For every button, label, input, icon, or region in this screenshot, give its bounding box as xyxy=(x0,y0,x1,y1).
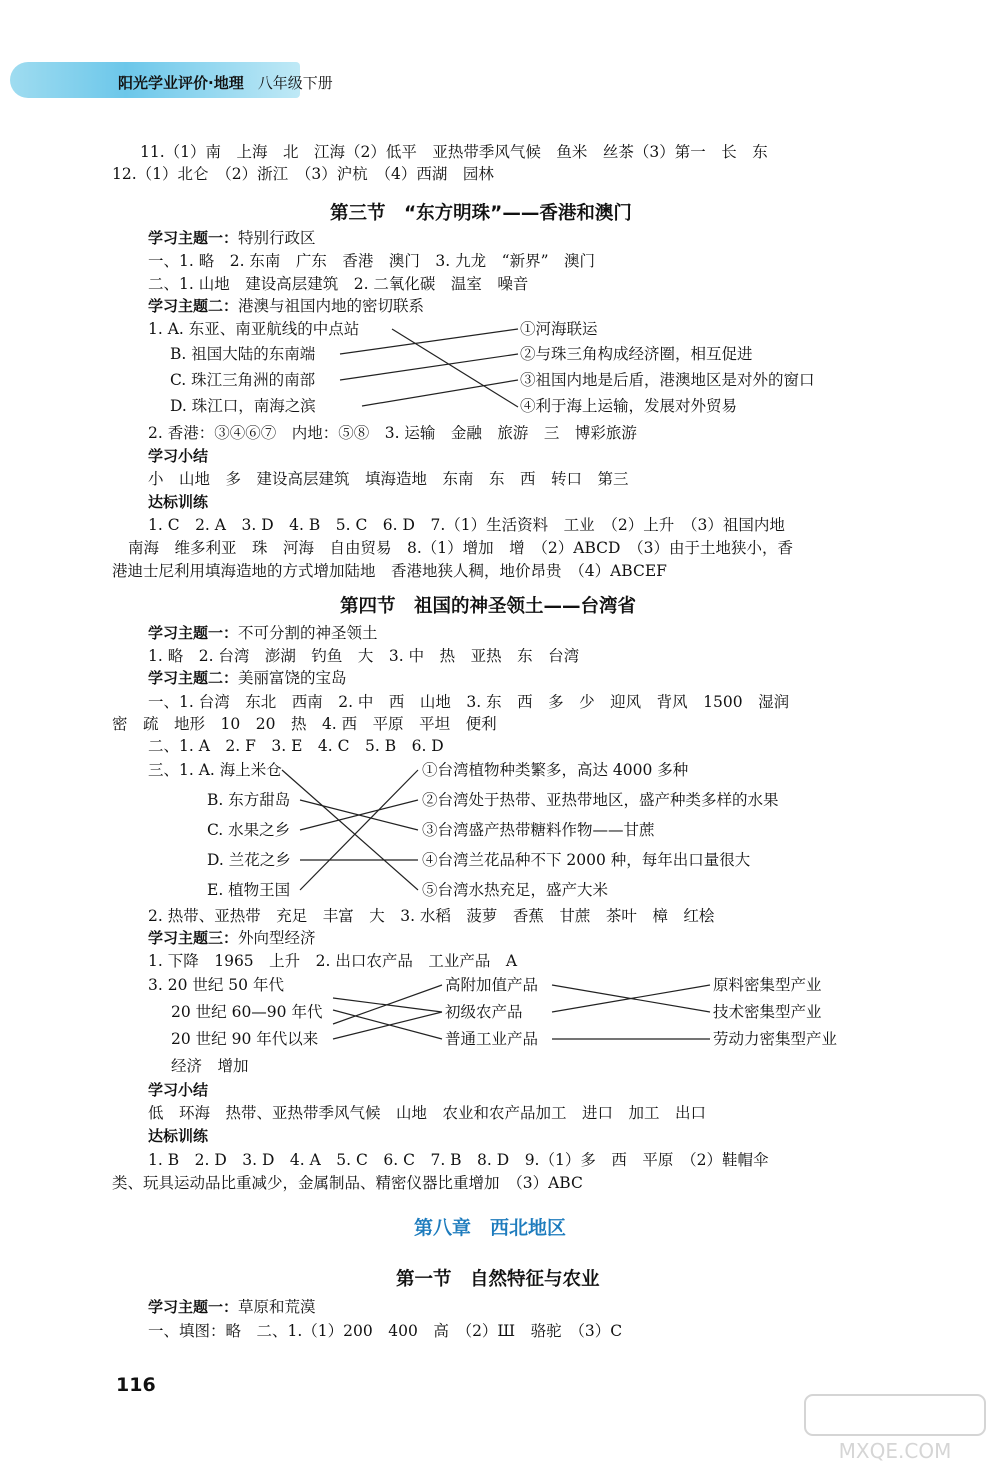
match-line-60-90s xyxy=(333,1010,442,1039)
page-number: 116 xyxy=(116,1374,156,1396)
match-right-item: ③祖国内地是后盾，港澳地区是对外的窗口 xyxy=(520,371,815,389)
topic-label: 学习主题二： xyxy=(148,669,239,687)
match-left-item: 三、1. A. 海上米仓 xyxy=(148,761,282,779)
topic-text: 美丽富饶的宝岛 xyxy=(238,669,347,687)
match-line-b-1 xyxy=(340,329,518,354)
match-right-item: ③台湾盛产热带糖料作物——甘蔗 xyxy=(422,821,655,839)
match-right-item: ②台湾处于热带、亚热带地区，盛产种类多样的水果 xyxy=(422,791,779,809)
training-heading: 达标训练 xyxy=(148,493,209,511)
answer-line: 密 疏 地形 10 20 热 4. 西 平原 平坦 便利 xyxy=(112,715,497,733)
match-line-c-2 xyxy=(340,354,518,380)
match-line-a-5 xyxy=(282,770,418,890)
match-col1-item: 20 世纪 60—90 年代 xyxy=(171,1003,323,1021)
section-3-title: 第三节 “东方明珠”——香港和澳门 xyxy=(330,203,632,224)
section-1-title: 第一节 自然特征与农业 xyxy=(396,1269,600,1290)
answer-line: 二、1. 山地 建设高层建筑 2. 二氧化碳 温室 噪音 xyxy=(148,275,529,293)
answer-line: 南海 维多利亚 珠 河海 自由贸易 8.（1）增加 增 （2）ABCD （3）由于土地狭小，香 xyxy=(128,539,794,557)
answer-line: 经济 增加 xyxy=(171,1057,249,1075)
topic-text: 草原和荒漠 xyxy=(238,1298,316,1316)
match-left-item: 1. A. 东亚、南亚航线的中点站 xyxy=(148,320,360,338)
match-col3-item: 原料密集型产业 xyxy=(713,976,822,994)
watermark-text: MXQE.COM xyxy=(838,1439,952,1463)
answer-line: 1. 下降 1965 上升 2. 出口农产品 工业产品 A xyxy=(148,952,518,970)
answer-line: 1. 略 2. 台湾 澎湖 钓鱼 大 3. 中 热 亚热 东 台湾 xyxy=(148,647,580,665)
match-line-c-2 xyxy=(300,800,418,830)
match-right-item: ①河海联运 xyxy=(520,320,598,338)
summary-text: 低 环海 热带、亚热带季风气候 山地 农业和农产品加工 进口 加工 出口 xyxy=(148,1104,707,1122)
match-right-item: ④利于海上运输，发展对外贸易 xyxy=(520,397,738,415)
answer-line: 一、填图：略 二、1.（1）200 400 高 （2）Ш 骆驼 （3）C xyxy=(148,1322,623,1340)
match-line-50s-primary xyxy=(333,998,442,1012)
answer-line: 一、1. 台湾 东北 西南 2. 中 西 山地 3. 东 西 多 少 迎风 背风 1500 湿润 xyxy=(148,693,790,711)
match-col3-item: 劳动力密集型产业 xyxy=(713,1030,838,1048)
summary-text: 小 山地 多 建设高层建筑 填海造地 东南 东 西 转口 第三 xyxy=(148,470,629,488)
match-line-b-3 xyxy=(300,800,418,830)
answer-line: 2. 香港：③④⑥⑦ 内地：⑤⑧ 3. 运输 金融 旅游 三 博彩旅游 xyxy=(148,424,637,442)
match-col1-item: 3. 20 世纪 50 年代 xyxy=(148,976,284,994)
summary-heading: 学习小结 xyxy=(148,1081,209,1099)
match-left-item: C. 珠江三角洲的南部 xyxy=(170,371,316,389)
match-line-primary-raw xyxy=(552,985,710,1012)
topic-heading xyxy=(148,623,378,643)
answer-line: 1. B 2. D 3. D 4. A 5. C 6. C 7. B 8. D 9.（1）多 西 平原 （2）鞋帽伞 xyxy=(148,1151,769,1169)
match-left-item: E. 植物王国 xyxy=(207,881,291,899)
answer-line: 港迪士尼利用填海造地的方式增加陆地 香港地狭人稠，地价昂贵 （4）ABCEF xyxy=(112,562,667,580)
match-left-item: D. 珠江口，南海之滨 xyxy=(170,397,316,415)
answer-line: 类、玩具运动品比重减少，金属制品、精密仪器比重增加 （3）ABC xyxy=(112,1174,583,1192)
section-4-title: 第四节 祖国的神圣领土——台湾省 xyxy=(340,596,637,617)
chapter-title: 第八章 西北地区 xyxy=(414,1217,567,1239)
match-col2-item: 初级农产品 xyxy=(445,1003,523,1021)
topic-text: 特别行政区 xyxy=(238,229,316,247)
match-col2-item: 高附加值产品 xyxy=(445,976,539,994)
answer-line-12: 12.（1）北仑 （2）浙江 （3）沪杭 （4）西湖 园林 xyxy=(112,165,494,183)
grade-label: 八年级下册 xyxy=(257,74,333,92)
book-title: 阳光学业评价·地理 xyxy=(118,74,244,92)
topic-label: 学习主题一： xyxy=(148,1298,239,1316)
match-col1-item: 20 世纪 90 年代以来 xyxy=(171,1030,319,1048)
match-left-item: B. 东方甜岛 xyxy=(207,791,291,809)
answer-line: 一、1. 略 2. 东南 广东 香港 澳门 3. 九龙 “新界” 澳门 xyxy=(148,252,595,270)
training-heading: 达标训练 xyxy=(148,1127,209,1145)
topic-heading xyxy=(148,296,424,316)
topic-heading xyxy=(148,668,347,688)
match-line-a-4 xyxy=(392,329,518,407)
match-right-item: ②与珠三角构成经济圈，相互促进 xyxy=(520,345,753,363)
topic-label: 学习主题一： xyxy=(148,229,239,247)
topic-heading xyxy=(148,1297,316,1317)
topic-label: 学习主题三： xyxy=(148,929,239,947)
match-right-item: ⑤台湾水热充足，盛产大米 xyxy=(422,881,609,899)
watermark-logo xyxy=(800,1390,990,1465)
match-line-e-1 xyxy=(300,770,418,890)
answer-line: 1. C 2. A 3. D 4. B 5. C 6. D 7.（1）生活资料 工业 （2）上升 （3）祖国内地 xyxy=(148,516,785,534)
match-col2-item: 普通工业产品 xyxy=(445,1030,539,1048)
topic-text: 港澳与祖国内地的密切联系 xyxy=(238,297,425,315)
answer-line-11: 11.（1）南 上海 北 江海（2）低平 亚热带季风气候 鱼米 丝茶（3）第一 长 东 xyxy=(140,143,768,161)
match-left-item: D. 兰花之乡 xyxy=(207,851,291,869)
topic-label: 学习主题一： xyxy=(148,624,239,642)
topic-heading xyxy=(148,928,316,948)
match-line-high-tech xyxy=(552,985,710,1012)
summary-heading: 学习小结 xyxy=(148,447,209,465)
answer-line: 二、1. A 2. F 3. E 4. C 5. B 6. D xyxy=(148,737,444,755)
answer-line: 2. 热带、亚热带 充足 丰富 大 3. 水稻 菠萝 香蕉 甘蔗 茶叶 樟 红桧 xyxy=(148,907,715,925)
topic-text: 外向型经济 xyxy=(238,929,316,947)
topic-label: 学习主题二： xyxy=(148,297,239,315)
match-line-d-3 xyxy=(362,380,518,406)
match-col3-item: 技术密集型产业 xyxy=(713,1003,822,1021)
match-line-50s xyxy=(333,985,442,1024)
match-right-item: ①台湾植物种类繁多，高达 4000 多种 xyxy=(422,761,689,779)
topic-heading xyxy=(148,228,316,248)
match-right-item: ④台湾兰花品种不下 2000 种，每年出口量很大 xyxy=(422,851,751,869)
topic-text: 不可分割的神圣领土 xyxy=(238,624,378,642)
match-left-item: B. 祖国大陆的东南端 xyxy=(170,345,316,363)
match-line-90s xyxy=(333,1012,442,1039)
header-title xyxy=(118,72,333,93)
match-left-item: C. 水果之乡 xyxy=(207,821,291,839)
